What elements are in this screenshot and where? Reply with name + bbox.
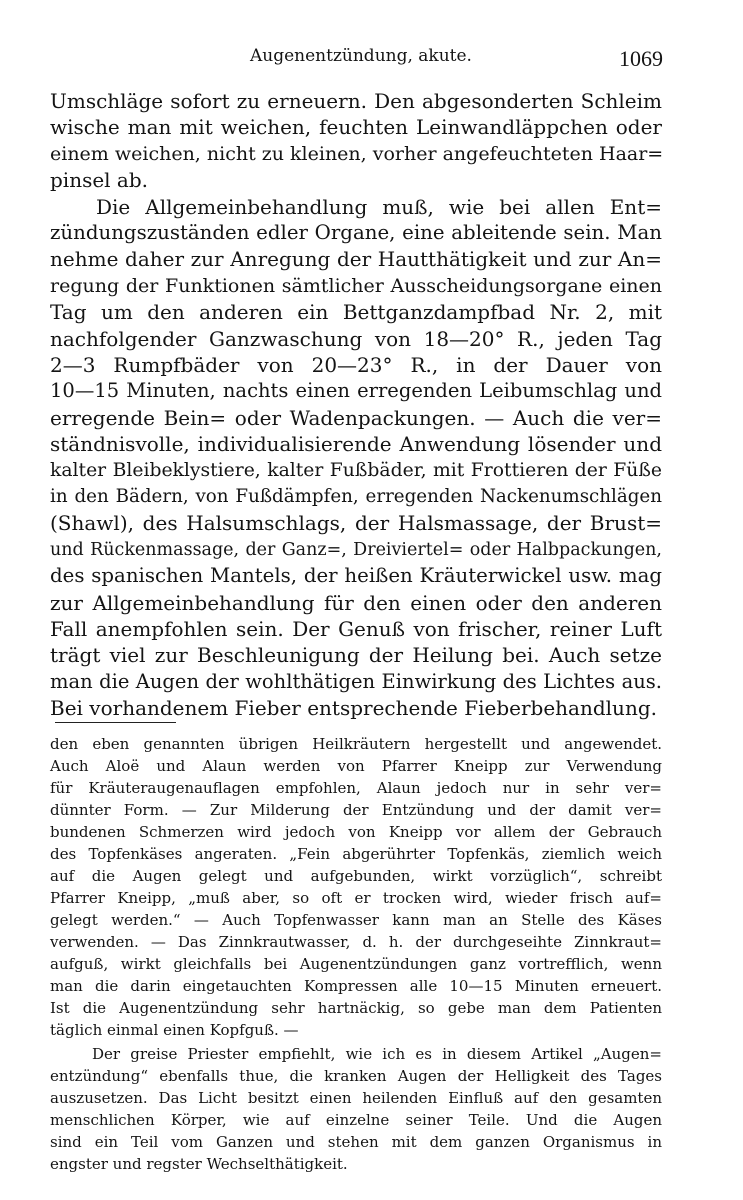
footnote-line: entzündung“ ebenfalls thue, die kranken Augen der Helligkeit des Tages — [50, 1067, 662, 1085]
body-line: wische man mit weichen, feuchten Leinwandläppchen oder — [50, 115, 662, 140]
page-header — [60, 44, 663, 76]
body-line: 10—15 Minuten, nachts einen erregenden Leibumschlag und — [50, 379, 662, 403]
running-title: Augenentzündung, akute. — [250, 46, 472, 66]
body-line: und Rückenmassage, der Ganz=, Dreiviertel= oder Halbpackungen, — [50, 539, 662, 560]
footnote-line: den eben genannten übrigen Heilkräutern hergestellt und angewendet. — [50, 735, 662, 753]
footnote-divider — [55, 722, 176, 723]
footnote-line: gelegt werden.“ — Auch Topfenwasser kann man an Stelle des Käses — [50, 911, 662, 929]
body-line: Fall anempfohlen sein. Der Genuß von frischer, reiner Luft — [50, 617, 662, 641]
body-line: Tag um den anderen ein Bettganzdampfbad Nr. 2, mit — [50, 300, 662, 325]
body-line: nehme daher zur Anregung der Hautthätigkeit und zur An= — [50, 247, 662, 272]
footnote-line: man die darin eingetauchten Kompressen alle 10—15 Minuten erneuert. — [50, 977, 662, 995]
body-line: pinsel ab. — [50, 168, 149, 193]
page-number: 1069 — [619, 46, 663, 71]
footnote-line: menschlichen Körper, wie auf einzelne seiner Teile. Und die Augen — [50, 1111, 662, 1129]
footnote-line: aufguß, wirkt gleichfalls bei Augenentzündungen ganz vortrefflich, wenn — [50, 955, 662, 973]
footnote-line: täglich einmal einen Kopfguß. — — [50, 1021, 299, 1039]
body-line: man die Augen der wohlthätigen Einwirkung des Lichtes aus. — [50, 669, 662, 693]
footnote-line: des Topfenkäses angeraten. „Fein abgerührter Topfenkäs, ziemlich weich — [50, 845, 662, 863]
body-line: ständnisvolle, individualisierende Anwendung lösender und — [50, 432, 662, 457]
footnote-line: sind ein Teil vom Ganzen und stehen mit dem ganzen Organismus in — [50, 1133, 662, 1151]
footnote-line: auszusetzen. Das Licht besitzt einen heilenden Einfluß auf den gesamten — [50, 1089, 662, 1107]
body-line: zur Allgemeinbehandlung für den einen oder den anderen — [50, 590, 662, 615]
body-line: in den Bädern, von Fußdämpfen, erregenden Nackenumschlägen — [50, 486, 662, 507]
body-line: trägt viel zur Beschleunigung der Heilung bei. Auch setze — [50, 643, 662, 668]
body-line: einem weichen, nicht zu kleinen, vorher angefeuchteten Haar= — [50, 142, 664, 165]
body-line: des spanischen Mantels, der heißen Kräuterwickel usw. mag — [50, 564, 662, 588]
body-line: (Shawl), des Halsumschlags, der Halsmassage, der Brust= — [50, 511, 662, 536]
footnote-line: Auch Aloë und Alaun werden von Pfarrer Kneipp zur Verwendung — [50, 757, 662, 775]
footnote-line: Pfarrer Kneipp, „muß aber, so oft er trocken wird, wieder frisch auf= — [50, 889, 662, 907]
footnote-line: für Kräuteraugenauflagen empfohlen, Alaun jedoch nur in sehr ver= — [50, 779, 662, 797]
footnote-line: verwenden. — Das Zinnkrautwasser, d. h. der durchgeseihte Zinnkraut= — [50, 933, 662, 951]
body-line: nachfolgender Ganzwaschung von 18—20° R., jeden Tag — [50, 326, 662, 351]
footnote-line: auf die Augen gelegt und aufgebunden, wirkt vorzüglich“, schreibt — [50, 867, 662, 885]
body-line: Bei vorhandenem Fieber entsprechende Fieberbehandlung. — [50, 696, 657, 721]
footnote-line: Ist die Augenentzündung sehr hartnäckig, so gebe man dem Patienten — [50, 999, 662, 1017]
body-line: 2—3 Rumpfbäder von 20—23° R., in der Dauer von — [50, 353, 662, 377]
body-line: Umschläge sofort zu erneuern. Den abgesonderten Schleim — [50, 89, 662, 113]
body-line: regung der Funktionen sämtlicher Ausscheidungsorgane einen — [50, 274, 662, 297]
footnote-line: dünnter Form. — Zur Milderung der Entzündung und der damit ver= — [50, 801, 662, 819]
footnote-line: bundenen Schmerzen wird jedoch von Kneipp vor allem der Gebrauch — [50, 823, 662, 841]
body-line: zündungszuständen edler Organe, eine ableitende sein. Man — [50, 221, 662, 244]
body-line: erregende Bein= oder Wadenpackungen. — Auch die ver= — [50, 405, 662, 430]
body-line: Die Allgemeinbehandlung muß, wie bei allen Ent= — [96, 194, 662, 219]
body-line: kalter Bleibeklystiere, kalter Fußbäder, mit Frottieren der Füße — [50, 459, 662, 481]
footnote-line: engster und regster Wechselthätigkeit. — [50, 1155, 348, 1173]
footnote-line: Der greise Priester empfiehlt, wie ich es in diesem Artikel „Augen= — [92, 1045, 662, 1063]
